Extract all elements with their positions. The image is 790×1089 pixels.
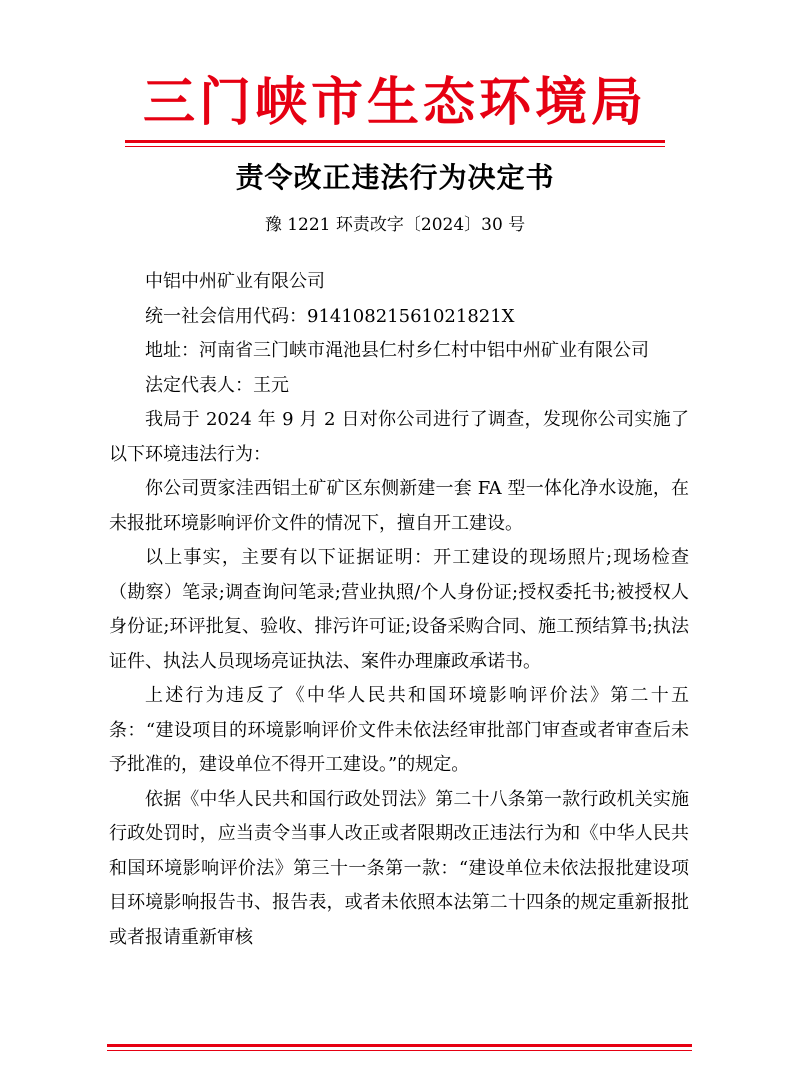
- investigation-paragraph: 我局于 2024 年 9 月 2 日对你公司进行了调查，发现你公司实施了以下环境违法行为：: [109, 409, 689, 465]
- footer-rule-thick: [107, 1044, 692, 1047]
- masthead-rule-thick: [125, 140, 665, 143]
- legal-basis-paragraph: 依据《中华人民共和国行政处罚法》第二十八条第一款行政机关实施行政处罚时，应当责令当事人改正或者限期改正违法行为和《中华人民共和国环境影响评价法》第三十一条第一款：“建设单位未依法报批建设项目环境影响报告书、报告表，或者未依照本法第二十四条的规定重新报批或者报请重新审核: [109, 788, 689, 948]
- company-address: 地址：河南省三门峡市渑池县仁村乡仁村中铝中州矿业有限公司: [145, 340, 649, 361]
- credit-code: 统一社会信用代码：91410821561021821X: [145, 305, 515, 327]
- masthead-rule-thin: [125, 146, 665, 147]
- evidence-paragraph: 以上事实，主要有以下证据证明：开工建设的现场照片;现场检查（勘察）笔录;调查询问笔录;营业执照/个人身份证;授权委托书;被授权人身份证;环评批复、验收、排污许可证;设备采购合同、施工预结算书;执法证件、执法人员现场亮证执法、案件办理廉政承诺书。: [109, 547, 689, 672]
- violation-paragraph: 你公司贾家洼西铝土矿矿区东侧新建一套 FA 型一体化净水设施，在未报批环境影响评价文件的情况下，擅自开工建设。: [109, 478, 689, 534]
- legal-violation-paragraph: 上述行为违反了《中华人民共和国环境影响评价法》第二十五条：“建设项目的环境影响评价文件未依法经审批部门审查或者审查后未予批准的，建设单位不得开工建设。”的规定。: [109, 685, 689, 775]
- footer-rule-thin: [107, 1050, 692, 1051]
- addressee-company: 中铝中州矿业有限公司: [145, 271, 325, 292]
- document-number: 豫 1221 环责改字〔2024〕30 号: [264, 215, 526, 235]
- agency-masthead: 三门峡市生态环境局: [142, 72, 647, 133]
- document-body: [109, 265, 689, 955]
- document-title: 责令改正违法行为决定书: [235, 161, 555, 194]
- legal-representative: 法定代表人：王元: [145, 374, 289, 396]
